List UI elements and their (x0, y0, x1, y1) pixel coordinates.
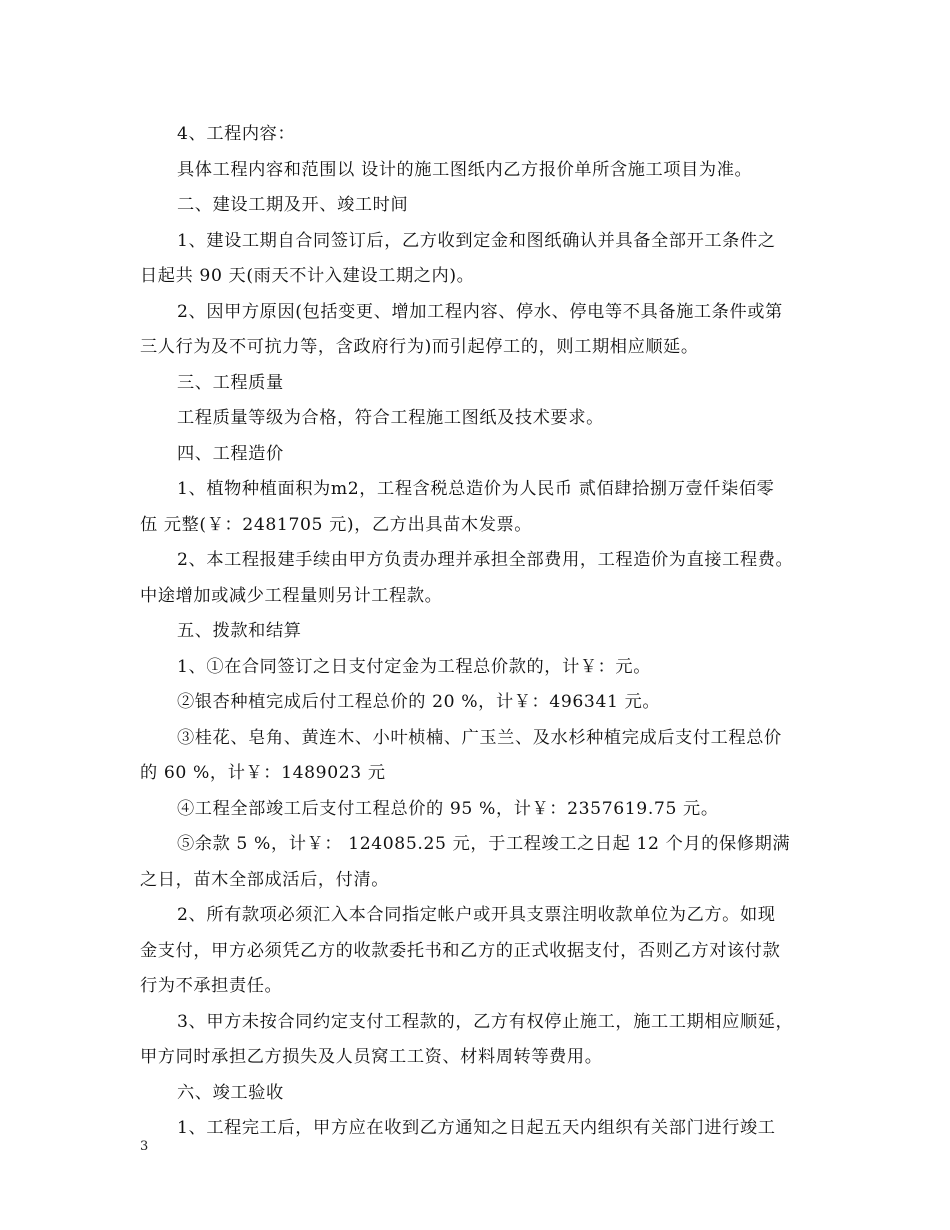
text-line: 二、建设工期及开、竣工时间 (177, 195, 409, 215)
text-line: ③桂花、皂角、黄连木、小叶桢楠、广玉兰、及水杉种植完成后支付工程总价 (177, 727, 782, 748)
text-line: 4、工程内容： (177, 124, 296, 144)
text-line: 日起共 90 天(雨天不计入建设工期之内)。 (140, 266, 475, 286)
text-line: 1、建设工期自合同签订后，乙方收到定金和图纸确认并具备全部开工条件之 (177, 230, 776, 251)
text-line: 行为不承担责任。 (140, 976, 283, 996)
text-line: 1、工程完工后，甲方应在收到乙方通知之日起五天内组织有关部门进行竣工 (177, 1118, 776, 1138)
text-line: 具体工程内容和范围以 设计的施工图纸内乙方报价单所含施工项目为准。 (177, 159, 753, 180)
text-line: 四、工程造价 (177, 443, 284, 464)
text-line: 甲方同时承担乙方损失及人员窝工工资、材料周转等费用。 (140, 1047, 603, 1067)
text-line: 1、植物种植面积为m2，工程含税总造价为人民币 贰佰肆拾捌万壹仟柒佰零 (177, 479, 775, 499)
text-line: ⑤余款 5 %，计￥： 124085.25 元，于工程竣工之日起 12 个月的保修期满 (177, 834, 791, 854)
text-line: 三人行为及不可抗力等，含政府行为)而引起停工的，则工期相应顺延。 (140, 337, 699, 357)
text-line: 2、所有款项必须汇入本合同指定帐户或开具支票注明收款单位为乙方。如现 (177, 905, 776, 925)
text-line: 之日，苗木全部成活后，付清。 (140, 869, 390, 890)
document-body (140, 117, 820, 1147)
text-line: 1、①在合同签订之日支付定金为工程总价款的，计￥：元。 (177, 656, 652, 677)
text-line: ④工程全部竣工后支付工程总价的 95 %，计￥：2357619.75 元。 (177, 798, 719, 819)
text-line: 2、因甲方原因(包括变更、增加工程内容、停水、停电等不具备施工条件或第 (177, 301, 783, 322)
text-line: ②银杏种植完成后付工程总价的 20 %，计￥：496341 元。 (177, 692, 661, 712)
text-line: 金支付，甲方必须凭乙方的收款委托书和乙方的正式收据支付，否则乙方对该付款 (140, 940, 781, 961)
text-line: 三、工程质量 (177, 372, 284, 393)
text-line: 中途增加或减少工程量则另计工程款。 (140, 585, 443, 606)
text-line: 2、本工程报建手续由甲方负责办理并承担全部费用，工程造价为直接工程费。 (177, 550, 794, 570)
text-line: 六、竣工验收 (177, 1082, 284, 1103)
text-line: 伍 元整(￥：2481705 元)，乙方出具苗木发票。 (140, 514, 533, 535)
text-line: 的 60 %，计￥：1489023 元 (140, 763, 386, 783)
text-line: 五、拨款和结算 (177, 621, 302, 641)
page-number: 3 (140, 1139, 149, 1154)
text-line: 工程质量等级为合格，符合工程施工图纸及技术要求。 (177, 408, 604, 428)
text-line: 3、甲方未按合同约定支付工程款的，乙方有权停止施工，施工工期相应顺延， (177, 1011, 794, 1032)
